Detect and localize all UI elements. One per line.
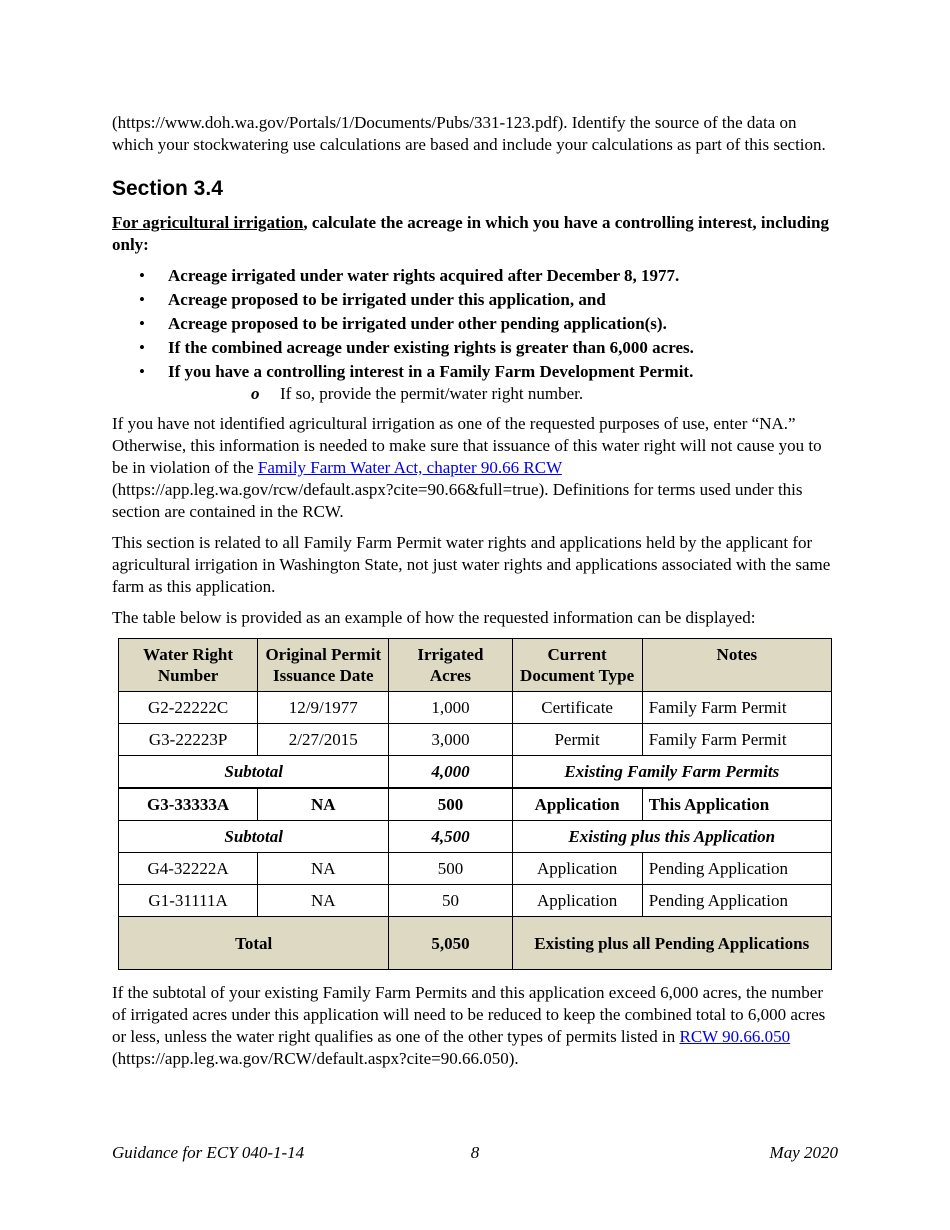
family-farm-paragraph (112, 413, 840, 523)
lead-underlined-text: For agricultural irrigation (112, 213, 304, 232)
section-lead (112, 212, 840, 256)
cell: 3,000 (389, 724, 512, 756)
cell: NA (258, 853, 389, 885)
page-number: 8 (470, 1143, 480, 1162)
cell: Application (512, 885, 642, 917)
paragraph-text: (https://app.leg.wa.gov/RCW/default.aspx?cite=90.66.050). (112, 1049, 519, 1068)
cell: 12/9/1977 (258, 692, 389, 724)
total-row (119, 917, 832, 970)
cell: 50 (389, 885, 512, 917)
list-item: • If the combined acreage under existing rights is greater than 6,000 acres. (112, 337, 840, 359)
family-farm-act-link[interactable]: Family Farm Water Act, chapter 90.66 RCW (257, 458, 562, 477)
table-row (119, 692, 832, 724)
closing-paragraph (112, 982, 840, 1070)
cell: Certificate (512, 692, 642, 724)
cell: Pending Application (642, 853, 831, 885)
subtotal-row (119, 756, 832, 789)
lead-rest-text: , calculate the acreage in which you have a controlling interest, including only: (112, 213, 829, 254)
cell: 1,000 (389, 692, 512, 724)
table-row (119, 885, 832, 917)
scope-paragraph: This section is related to all Family Farm Permit water rights and applications held by the applicant for agricultural irrigation in Washington State, not just water rights and applications associated with the same farm as this application. (112, 533, 831, 596)
paragraph-text: If the subtotal of your existing Family Farm Permits and this application exceed 6,000 acres, the number of irrigated acres under this application will need to be reduced to keep the combined total to 6,000 acres or less, unless the water right qualifies as one of the other types of permits listed in (112, 983, 826, 1046)
subtotal-note: Existing plus this Application (512, 821, 831, 853)
requirements-list (112, 265, 840, 405)
paragraph-text: (https://app.leg.wa.gov/rcw/default.aspx?cite=90.66&full=true). Definitions for terms used under this section are contained in the RCW. (112, 480, 803, 521)
footer-date: May 2020 (769, 1143, 838, 1162)
cell: Pending Application (642, 885, 831, 917)
table-row (119, 724, 832, 756)
cell: Permit (512, 724, 642, 756)
cell: NA (258, 788, 389, 821)
header-irrigated-acres: Irrigated Acres (389, 639, 512, 692)
table-header-row (119, 639, 832, 692)
sub-list-item: o If so, provide the permit/water right number. (168, 383, 840, 405)
list-item (112, 361, 840, 405)
total-label: Total (119, 917, 389, 970)
page-content (112, 112, 840, 1079)
cell: 500 (389, 853, 512, 885)
cell: 2/27/2015 (258, 724, 389, 756)
cell: Application (512, 853, 642, 885)
cell: G3-33333A (119, 788, 258, 821)
total-acres: 5,050 (389, 917, 512, 970)
list-item: • Acreage proposed to be irrigated under other pending application(s). (112, 313, 840, 335)
subtotal-label: Subtotal (119, 756, 389, 789)
cell: G1-31111A (119, 885, 258, 917)
example-table (118, 638, 832, 970)
list-item: • Acreage irrigated under water rights acquired after December 8, 1977. (112, 265, 840, 287)
subtotal-acres: 4,000 (389, 756, 512, 789)
paragraph-text: If you have not identified agricultural irrigation as one of the requested purposes of use, enter “NA.” Otherwise, this information is needed to make sure that issuance of this water right will not cause you to be in violation of the (112, 414, 822, 477)
cell: G2-22222C (119, 692, 258, 724)
cell: NA (258, 885, 389, 917)
cell: Family Farm Permit (642, 724, 831, 756)
footer-document-title: Guidance for ECY 040-1-14 (112, 1143, 305, 1162)
cell: G3-22223P (119, 724, 258, 756)
table-intro-paragraph: The table below is provided as an example of how the requested information can be displayed: (112, 608, 756, 627)
cell: This Application (642, 788, 831, 821)
list-item-text: If you have a controlling interest in a Family Farm Development Permit. (168, 362, 694, 381)
total-note: Existing plus all Pending Applications (512, 917, 831, 970)
header-document-type: Current Document Type (512, 639, 642, 692)
cell: Application (512, 788, 642, 821)
sub-list (168, 383, 840, 405)
subtotal-row (119, 821, 832, 853)
table-row (119, 853, 832, 885)
subtotal-acres: 4,500 (389, 821, 512, 853)
cell: Family Farm Permit (642, 692, 831, 724)
list-item: • Acreage proposed to be irrigated under this application, and (112, 289, 840, 311)
header-issuance-date: Original Permit Issuance Date (258, 639, 389, 692)
section-heading: Section 3.4 (112, 177, 223, 200)
rcw-90-66-050-link[interactable]: RCW 90.66.050 (679, 1027, 791, 1046)
subtotal-label: Subtotal (119, 821, 389, 853)
cell: G4-32222A (119, 853, 258, 885)
header-notes: Notes (642, 639, 831, 692)
subtotal-note: Existing Family Farm Permits (512, 756, 831, 789)
intro-paragraph: (https://www.doh.wa.gov/Portals/1/Documents/Pubs/331-123.pdf). Identify the source of the data on which your stockwatering use calculations are based and include your calculations as part of this section. (112, 113, 826, 154)
page-footer (112, 1142, 838, 1166)
this-application-row (119, 788, 832, 821)
header-water-right-number: Water Right Number (119, 639, 258, 692)
cell: 500 (389, 788, 512, 821)
